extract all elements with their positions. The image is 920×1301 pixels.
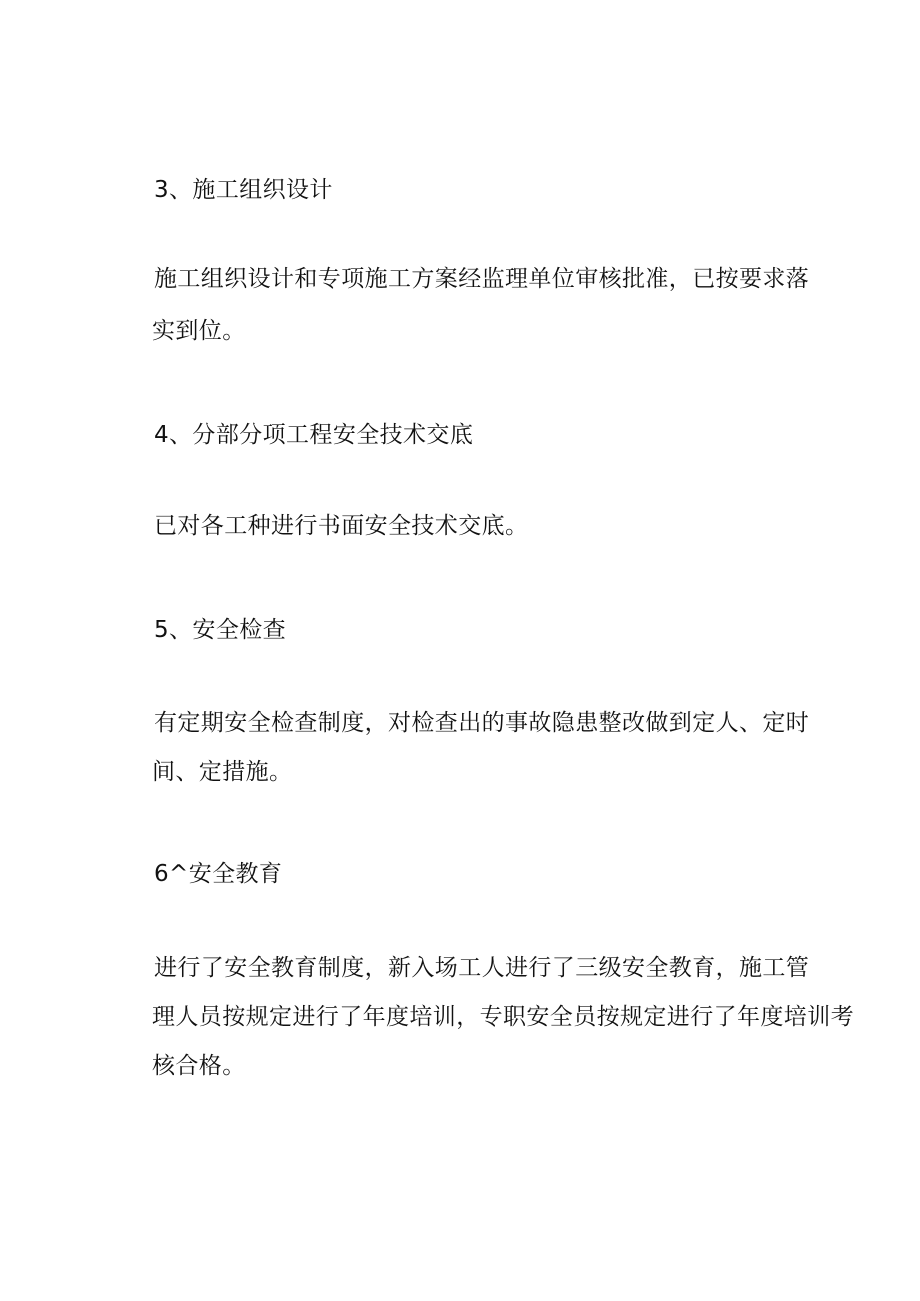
section-6-paragraph-line-1: 进行了安全教育制度，新入场工人进行了三级安全教育，施工管	[154, 955, 810, 981]
section-6-paragraph-line-2: 理人员按规定进行了年度培训，专职安全员按规定进行了年度培训考	[152, 1004, 854, 1030]
section-4-heading: 4、分部分项工程安全技术交底	[154, 422, 474, 448]
section-3-heading: 3、施工组织设计	[154, 177, 333, 203]
section-5-paragraph-line-1: 有定期安全检查制度，对检查出的事故隐患整改做到定人、定时	[154, 710, 810, 736]
section-3-paragraph-line-2: 实到位。	[152, 318, 246, 344]
section-6-heading: 6^安全教育	[154, 861, 283, 887]
section-3-paragraph-line-1: 施工组织设计和专项施工方案经监理单位审核批准，已按要求落	[154, 266, 810, 292]
section-4-paragraph-line-1: 已对各工种进行书面安全技术交底。	[154, 513, 529, 539]
section-5-paragraph-line-2: 间、定措施。	[152, 759, 293, 785]
section-5-heading: 5、安全检查	[154, 617, 287, 643]
section-6-paragraph-line-3: 核合格。	[152, 1053, 246, 1079]
